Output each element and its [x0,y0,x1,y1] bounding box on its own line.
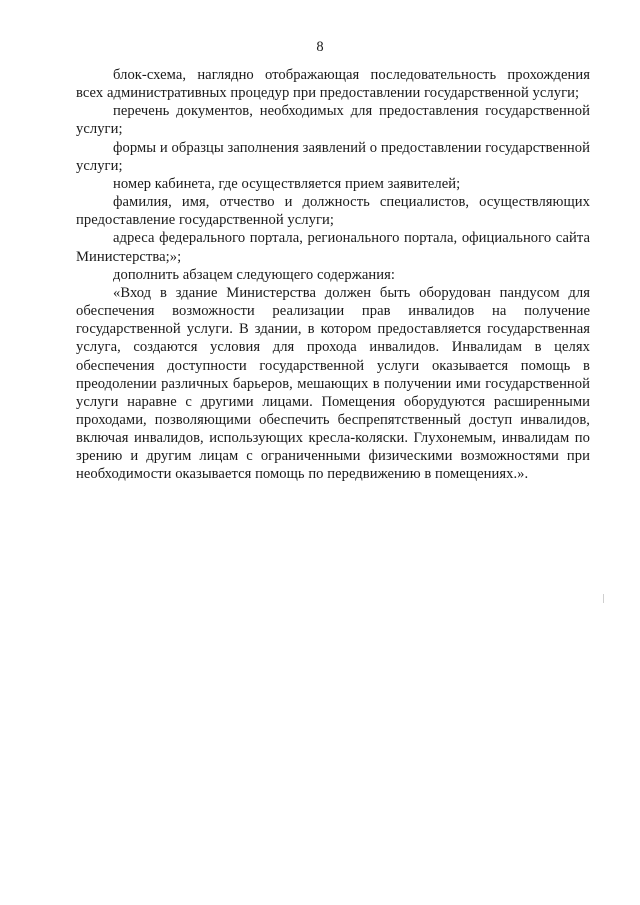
paragraph-accessibility: «Вход в здание Министерства должен быть оборудован пандусом для обеспечения возможности реализации прав инвалидов на получение государственной услуги. В здании, в котором предоставляется государственная услуга, создаются условия для прохода инвалидов. Инвалидам в целях обеспечения доступности государственной услуги оказывается помощь в преодолении различных барьеров, мешающих в получении ими государственной услуги наравне с другими лицами. Помещения оборудуются расширенными проходами, позволяющими обеспечить беспрепятственный доступ инвалидов, включая инвалидов, использующих кресла-коляски. Глухонемым, инвалидам по зрению и другим лицам с ограниченными физическими возможностями при необходимости оказывается помощь по передвижению в помещениях.». [76,284,590,483]
document-body [76,66,590,484]
paragraph-specialists: фамилия, имя, отчество и должность специалистов, осуществляющих предоставление государственной услуги; [76,194,590,229]
scan-artifact-mark [603,594,604,603]
paragraph-documents-list: перечень документов, необходимых для предоставления государственной услуги; [76,103,590,138]
paragraph-amendment-intro: дополнить абзацем следующего содержания: [113,266,395,283]
page-number: 8 [316,39,324,55]
paragraph-forms-samples: формы и образцы заполнения заявлений о предоставлении государственной услуги; [76,139,590,174]
paragraph-flowchart: блок-схема, наглядно отображающая последовательность прохождения всех административных процедур при предоставлении государственной услуги; [76,67,590,102]
paragraph-portal-addresses: адреса федерального портала, регионального портала, официального сайта Министерства;»; [76,230,590,265]
paragraph-office-number: номер кабинета, где осуществляется прием заявителей; [113,175,461,192]
